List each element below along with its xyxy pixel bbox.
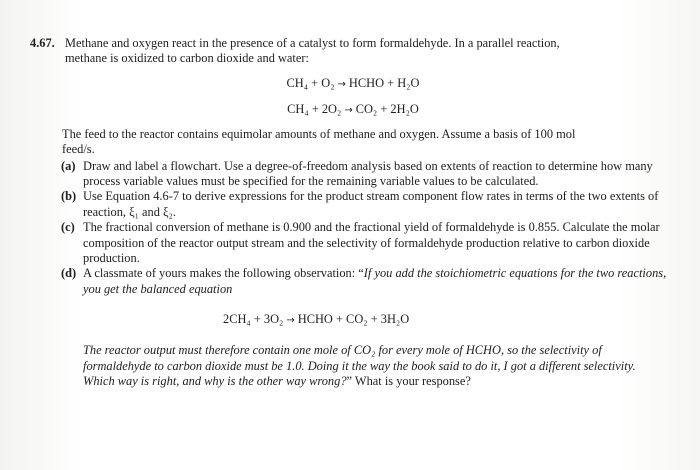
quote-text: The reactor output must therefore contain one mole of CO₂ for every mole of HCHO, so the selectivity of formaldehyde to carbon dioxide must be 1.0. Doing it the way the book said to do it, I got a different selectivity. Which way is right, and why is the other way wrong? [83,343,636,389]
part-b-text: Use Equation 4.6-7 to derive expressions for the product stream component flow rates in terms of the two extents of reaction, ξ₁ and ξ₂. [83,189,659,219]
part-c [38,220,668,266]
part-d [38,266,668,297]
problem-parts [38,159,668,298]
part-a [38,159,668,190]
reaction-2 [38,99,668,121]
problem-number: 4.67. [30,36,55,50]
reaction-arrow: → [337,78,346,90]
reaction-arrow: → [344,104,353,116]
combined-right: HCHO + CO₂ + 3H₂O [297,312,410,327]
reaction-1-right: HCHO + H₂O [348,75,420,90]
part-d-label: (d) [61,266,77,281]
reaction-arrow: → [286,315,295,327]
feed-statement [38,127,668,158]
feed-line-1: The feed to the reactor contains equimolar amounts of methane and oxygen. Assume a basis of 100 mol [62,126,576,141]
part-a-label: (a) [61,158,76,173]
problem-4-67 [30,36,668,390]
intro-line-2: methane is oxidized to carbon dioxide and water: [65,51,309,66]
problem-intro [30,36,668,67]
part-c-text: The fractional conversion of methane is 0.900 and the fractional yield of formaldehyde is 0.855. Calculate the molar composition of the reactor output stream and the selectivity of formaldehyde production relative to carbon dioxide production. [83,220,660,266]
combined-reaction [223,309,668,331]
part-a-text: Draw and label a flowchart. Use a degree-of-freedom analysis based on extents of reaction to determine how many process variable values must be specified for the remaining variable values to be calculated. [83,158,653,189]
reaction-2-right: CO₂ + 2H₂O [355,101,419,116]
quote-close: ” What is your response? [346,374,471,389]
part-c-label: (c) [61,220,75,235]
part-b-label: (b) [61,189,77,204]
reaction-equations [38,73,668,121]
reaction-2-left: CH₄ + 2O₂ [287,101,342,116]
combined-left: 2CH₄ + 3O₂ [223,312,284,327]
intro-line-1: Methane and oxygen react in the presence of a catalyst to form formaldehyde. In a parallel reaction, [65,36,560,50]
reaction-1-left: CH₄ + O₂ [286,75,335,90]
feed-line-2: feed/s. [62,142,95,157]
part-d-italic: If you add the stoichiometric equations for the two reactions, you get the balanced equation [83,266,667,296]
part-d-text: A classmate of yours makes the following observation: “ [83,266,364,281]
reaction-1 [38,73,668,95]
part-b [38,189,668,220]
classmate-quote [38,343,668,389]
